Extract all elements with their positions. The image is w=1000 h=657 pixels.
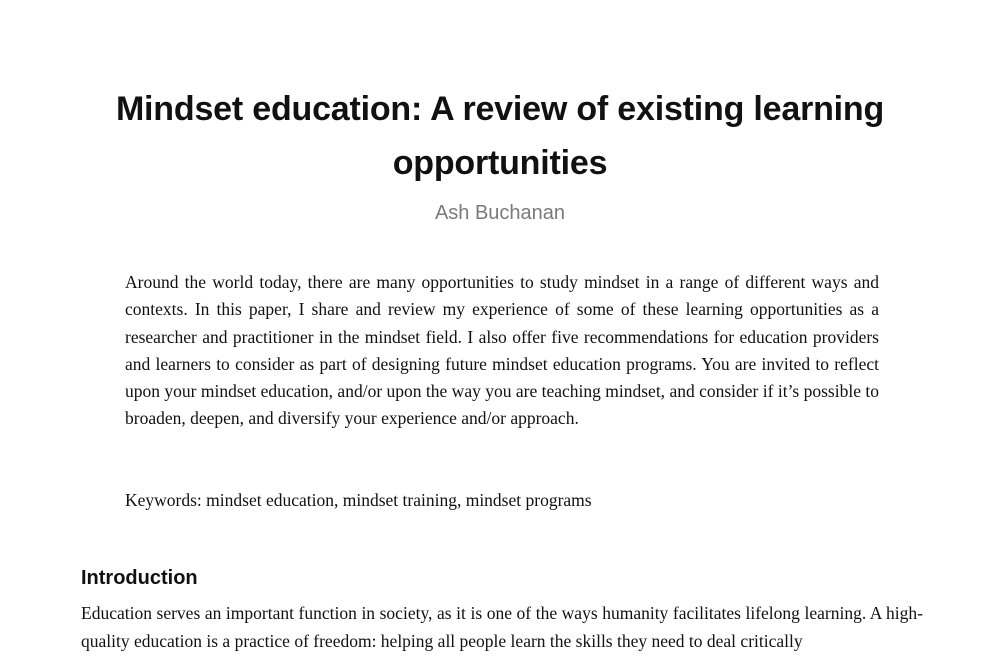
abstract-paragraph: Around the world today, there are many opportunities to study mindset in a range of different ways and contexts. In this paper, I share and review my experience of some of these learning opportunities as a researcher and practitioner in the mindset field. I also offer five recommendations for education providers and learners to consider as part of designing future mindset education programs. You are invited to reflect upon your mindset education, and/or upon the way you are teaching mindset, and consider if it’s possible to broaden, deepen, and diversify your experience and/or approach. [125,272,879,429]
author-name: Ash Buchanan [434,202,566,224]
introduction-paragraph: Education serves an important function in society, as it is one of the ways humanity facilitates lifelong learning. A high-quality education is a practice of freedom: helping all people learn the skills they need to deal critically [81,603,923,651]
introduction-heading: Introduction [81,567,198,589]
paper-title: Mindset education: A review of existing learning opportunities [115,90,885,182]
keywords-line: Keywords: mindset education, mindset training, mindset programs [125,490,592,510]
